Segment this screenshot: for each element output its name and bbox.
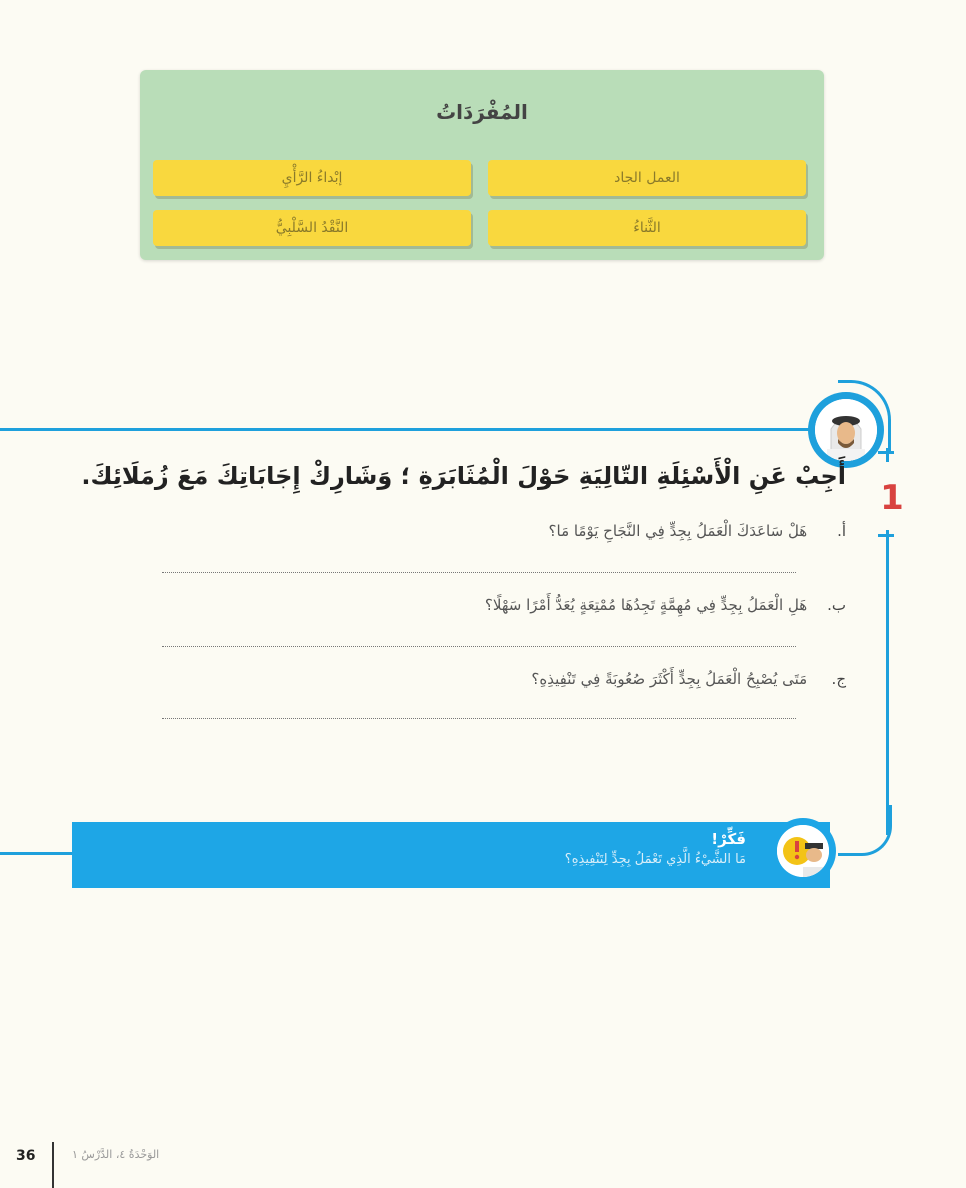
page-number: 36 [16,1148,36,1164]
question-item [146,596,846,614]
vocabulary-box [140,70,824,260]
vocab-chip: العمل الجاد [488,160,806,196]
teacher-avatar-icon [808,392,884,468]
frame-line [0,852,72,855]
question-letter: أ. [837,522,846,540]
question-text: مَتَى يُصْبِحُ الْعَمَلُ بِجِدٍّ أَكْثَرَ صُعُوبَةً فِي تَنْفِيذِهِ؟ [531,670,808,688]
vocabulary-title: المُفْرَدَاتُ [436,100,528,124]
think-box [72,822,830,888]
vocab-chip: الثَّناءُ [488,210,806,246]
think-title: فَكِّرْ! [711,830,746,848]
answer-line[interactable] [162,646,796,647]
vocab-chip: إبْداءُ الرَّأْيِ [153,160,471,196]
answer-line[interactable] [162,718,796,719]
vocab-chip: النَّقْدُ السَّلْبِيُّ [153,210,471,246]
activity-number: 1 [880,478,904,518]
frame-line [0,428,812,431]
think-text: مَا الشَّيْءُ الَّذِي تَعْمَلُ بِجِدٍّ لِتَنْفِيذِهِ؟ [564,852,746,867]
frame-line [886,530,889,835]
footer-breadcrumb: الوَحْدَةُ ٤، الدَّرْسُ ١ [72,1148,160,1161]
frame-line [886,448,889,462]
question-item [146,522,846,540]
footer-divider [52,1142,54,1188]
think-lightbulb-icon [770,818,836,884]
question-text: هَلْ سَاعَدَكَ الْعَمَلُ بِجِدٍّ فِي النَّجَاحِ يَوْمًا مَا؟ [548,522,808,540]
question-text: هَلِ الْعَمَلُ بِجِدٍّ فِي مُهِمَّةٍ تَجِدُهَا مُمْتِعَةٍ يُعَدُّ أَمْرًا سَهْلًا؟ [484,596,808,614]
frame-curve [838,805,892,856]
answer-line[interactable] [162,572,796,573]
activity-instruction: أَجِبْ عَنِ الْأَسْئِلَةِ التّالِيَةِ حَوْلَ الْمُثَابَرَةِ ؛ وَشَارِكْ إِجَابَاتِكَ مَعَ زُمَلَائِكَ. [81,462,846,490]
question-letter: ب. [827,596,846,614]
question-item [146,670,846,688]
question-letter: ج. [831,670,846,688]
